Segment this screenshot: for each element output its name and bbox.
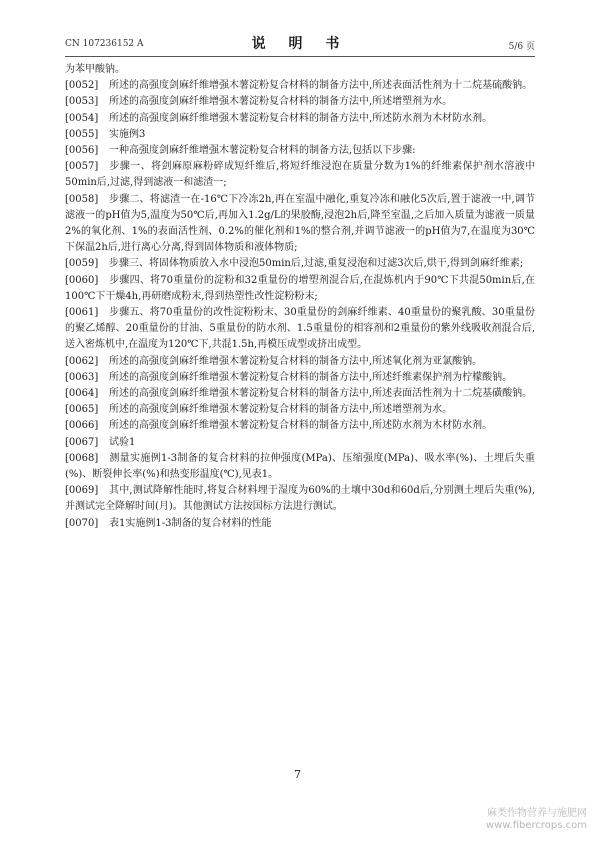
paragraph-text: 步骤三、将固体物质放入水中浸泡50min后,过滤,重复浸泡和过滤3次后,烘干,得到剑麻纤维素; (109, 258, 524, 270)
paragraph-number: [0059] (65, 258, 99, 270)
paragraph (65, 111, 535, 127)
paragraph-text: 测量实施例1-3制备的复合材料的拉伸强度(MPa)、压缩强度(MPa)、吸水率(%)、土埋后失重(%)、断裂伸长率(%)和热变形温度(℃),见表1。 (65, 452, 535, 481)
paragraph-text: 步骤五、将70重量份的改性淀粉粉末、30重量份的剑麻纤维素、40重量份的聚乳酸、30重量份的聚乙烯醇、20重量份的甘油、5重量份的防水剂、1.5重量份的相容剂和2重量份的紫外线吸收剂混合后,送入密炼机中,在温度为120℃下,共混1.5h,再模压成型或挤出成型。 (65, 307, 535, 351)
paragraph-number: [0065] (65, 404, 99, 416)
paragraph (65, 370, 535, 386)
paragraph-number: [0062] (65, 355, 99, 367)
paragraph (65, 256, 535, 272)
paragraph-number: [0056] (65, 145, 99, 157)
page-number: 7 (294, 768, 301, 781)
paragraph-text: 所述的高强度剑麻纤维增强木薯淀粉复合材料的制备方法中,所述氧化剂为亚氯酸钠。 (109, 355, 483, 367)
watermark-url: www.fibercrops.com (485, 820, 587, 831)
paragraph-text: 步骤二、将滤渣一在-16℃下冷冻2h,再在室温中融化,重复冷冻和融化5次后,置于滤液一中,调节滤液一的pH值为5,温度为50℃后,再加入1.2g/L的果胶酶,浸泡2h后,降至室温,之后加入质量为滤液一质量2%的氧化剂、1%的表面活性剂、0.2%的催化剂和1%的整合剂,并调节滤液一的pH值为7,在温度为30℃下保温2h后,进行离心分离,得到固体物质和液体物质; (65, 193, 535, 254)
paragraph-number: [0067] (65, 436, 99, 448)
paragraph-number: [0060] (65, 274, 99, 286)
paragraph-number: [0057] (65, 161, 99, 173)
paragraph (65, 94, 535, 110)
paragraph-number: [0052] (65, 80, 99, 92)
paragraph-number: [0053] (65, 96, 99, 108)
document-body (65, 62, 535, 532)
paragraph-text: 一种高强度剑麻纤维增强木薯淀粉复合材料的制备方法,包括以下步骤: (109, 145, 416, 157)
paragraph (65, 386, 535, 402)
paragraph (65, 305, 535, 354)
paragraph (65, 159, 535, 191)
paragraph (65, 435, 535, 451)
paragraph (65, 62, 535, 78)
doc-title: 说 明 书 (251, 36, 349, 52)
paragraph-number: [0063] (65, 371, 99, 383)
paragraph (65, 127, 535, 143)
paragraph-number: [0068] (65, 452, 99, 464)
paragraph-text: 试验1 (109, 436, 136, 448)
paragraph-number: [0066] (65, 420, 99, 432)
paragraph-text: 表1实施例1-3制备的复合材料的性能 (109, 517, 272, 529)
paragraph (65, 78, 535, 94)
paragraph-text: 所述的高强度剑麻纤维增强木薯淀粉复合材料的制备方法中,所述增塑剂为水。 (109, 96, 453, 108)
paragraph-text: 所述的高强度剑麻纤维增强木薯淀粉复合材料的制备方法中,所述防水剂为木材防水剂。 (109, 420, 493, 432)
paragraph (65, 483, 535, 515)
paragraph-text: 实施例3 (109, 128, 146, 140)
paragraph-text: 步骤一、将剑麻原麻粉碎成短纤维后,将短纤维浸泡在质量分数为1%的纤维素保护剂水溶液中50min后,过滤,得到滤液一和滤渣一; (65, 161, 535, 189)
doc-number: CN 107236152 A (65, 39, 144, 49)
paragraph-number: [0055] (65, 128, 99, 140)
paragraph-text: 为苯甲酸钠。 (65, 64, 125, 75)
paragraph (65, 273, 535, 305)
paragraph-text: 所述的高强度剑麻纤维增强木薯淀粉复合材料的制备方法中,所述表面活性剂为十二烷基硫酸钠。 (109, 80, 533, 92)
paragraph (65, 516, 535, 532)
paragraph-text: 所述的高强度剑麻纤维增强木薯淀粉复合材料的制备方法中,所述防水剂为木材防水剂。 (109, 112, 493, 124)
header-rule (65, 56, 535, 57)
paragraph-text: 所述的高强度剑麻纤维增强木薯淀粉复合材料的制备方法中,所述表面活性剂为十二烷基磺酸钠。 (109, 388, 533, 400)
paragraph-text: 所述的高强度剑麻纤维增强木薯淀粉复合材料的制备方法中,所述纤维素保护剂为柠檬酸钠。 (109, 371, 513, 383)
paragraph-text: 其中,测试降解性能时,将复合材料埋于湿度为60%的土壤中30d和60d后,分别测土埋后失重(%),并测试完全降解时间(月)。其他测试方法按国标方法进行测试。 (65, 485, 535, 513)
watermark-text: 麻类作物营养与施肥网 (487, 808, 587, 819)
paragraph (65, 451, 535, 483)
paragraph (65, 402, 535, 418)
paragraph-text: 所述的高强度剑麻纤维增强木薯淀粉复合材料的制备方法中,所述增塑剂为水。 (109, 404, 453, 416)
paragraph (65, 143, 535, 159)
paragraph-number: [0054] (65, 112, 99, 124)
paragraph (65, 354, 535, 370)
paragraph-number: [0061] (65, 307, 99, 319)
paragraph-text: 步骤四、将70重量份的淀粉和32重量份的增塑剂混合后,在混炼机内于90℃下共混50min后,在100℃下干燥4h,再研磨成粉末,得到热塑性改性淀粉粉末; (65, 274, 535, 302)
paragraph-number: [0069] (65, 485, 99, 497)
paragraph-number: [0064] (65, 388, 99, 400)
paragraph-number: [0058] (65, 193, 99, 205)
paragraph (65, 192, 535, 257)
page-info: 5/6 页 (508, 42, 535, 52)
paragraph (65, 418, 535, 434)
paragraph-number: [0070] (65, 517, 99, 529)
page-header (65, 26, 535, 56)
